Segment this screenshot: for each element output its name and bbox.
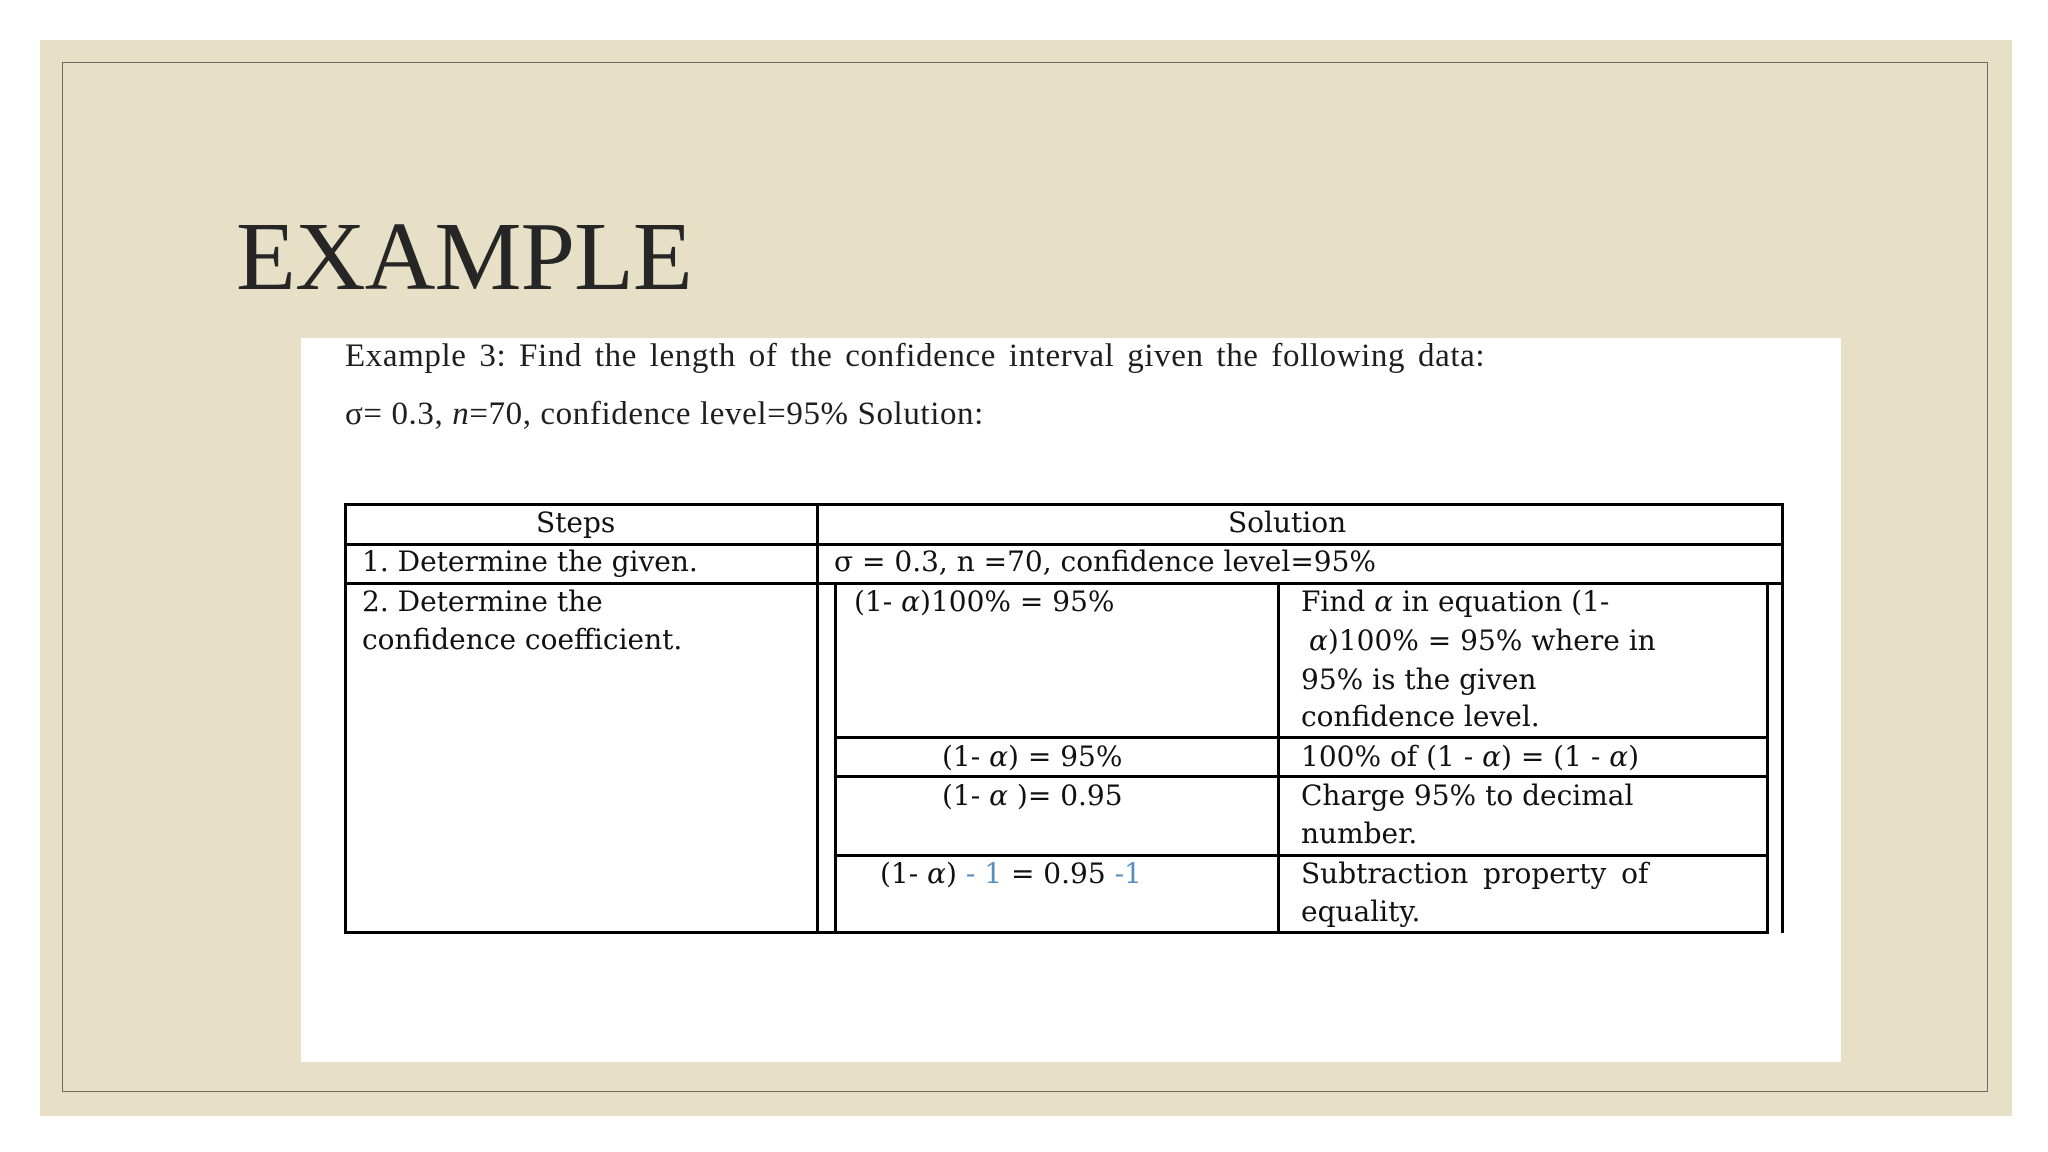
- alpha-symbol: α: [1482, 740, 1501, 773]
- explanation-row4-line2: equality.: [1301, 895, 1421, 928]
- alpha-symbol: α: [927, 857, 947, 890]
- step1-label: 1. Determine the given.: [362, 545, 698, 578]
- equation-row3: [942, 777, 1123, 815]
- alpha-symbol: α: [901, 585, 921, 618]
- header-solution: Solution: [1228, 506, 1347, 539]
- solution-table: [344, 503, 1784, 933]
- explanation-row3-line2: number.: [1301, 817, 1418, 850]
- equation-text: (1-: [942, 740, 990, 773]
- header-steps: Steps: [536, 506, 616, 539]
- minus-one-highlight: - 1: [956, 857, 1003, 890]
- problem-statement: Example 3: Find the length of the confidence interval given the following data:: [345, 338, 1486, 374]
- explanation-row1-line2: [1309, 622, 1656, 660]
- table-border-bottom: [344, 931, 1769, 934]
- explanation-row1-line3: 95% is the given: [1301, 663, 1537, 696]
- problem-data-rest: =70, confidence level=95% Solution:: [469, 396, 984, 432]
- sigma-value: σ= 0.3,: [345, 396, 453, 432]
- explanation-row3-line1: Charge 95% to decimal: [1301, 779, 1634, 812]
- table-border-left: [344, 503, 347, 933]
- explanation-text: Find: [1301, 585, 1375, 618]
- equation-text: ): [946, 857, 957, 890]
- equation-text: = 0.95: [1002, 857, 1115, 890]
- equation-row2: [942, 738, 1122, 776]
- equation-text: (1-: [942, 779, 990, 812]
- nested-table-left: [834, 582, 837, 933]
- table-border-right: [1781, 503, 1784, 583]
- alpha-symbol: α: [1374, 585, 1394, 618]
- n-variable: n: [452, 396, 470, 432]
- equation-row4: [880, 855, 1142, 893]
- equation-row1: [854, 583, 1115, 621]
- equation-text: ) = 95%: [1008, 740, 1123, 773]
- explanation-row1-line4: confidence level.: [1301, 700, 1540, 733]
- explanation-text: in equation (1-: [1393, 585, 1610, 618]
- explanation-text: ) = (1 -: [1501, 740, 1610, 773]
- explanation-text: ): [1628, 740, 1640, 773]
- alpha-symbol: α: [989, 740, 1009, 773]
- step1-solution: σ = 0.3, n =70, confidence level=95%: [834, 545, 1377, 578]
- explanation-text: )100% = 95% where in: [1327, 624, 1656, 657]
- step2-label-line1: 2. Determine the: [362, 585, 603, 618]
- alpha-symbol: α: [1609, 740, 1629, 773]
- equation-text: (1-: [880, 857, 928, 890]
- explanation-row1-line1: [1301, 583, 1609, 621]
- nested-table-right: [1766, 582, 1769, 933]
- equation-text: )100% = 95%: [920, 585, 1115, 618]
- step2-label-line2: confidence coefficient.: [362, 623, 683, 656]
- minus-one-highlight: -1: [1114, 857, 1142, 890]
- slide: [40, 40, 2012, 1116]
- slide-title: EXAMPLE: [236, 203, 692, 311]
- nested-table-divider: [1277, 582, 1280, 933]
- alpha-symbol: α: [989, 779, 1009, 812]
- problem-data: [345, 396, 984, 433]
- explanation-text: 100% of (1 -: [1301, 740, 1483, 773]
- equation-text: )= 0.95: [1008, 779, 1123, 812]
- equation-text: (1-: [854, 585, 902, 618]
- table-divider: [816, 503, 819, 933]
- alpha-symbol: α: [1309, 624, 1328, 657]
- explanation-row2: [1301, 738, 1639, 776]
- example-content: [301, 338, 1841, 1062]
- explanation-row4-line1: Subtraction property of: [1301, 857, 1649, 890]
- table-border-right-lower: [1781, 582, 1784, 933]
